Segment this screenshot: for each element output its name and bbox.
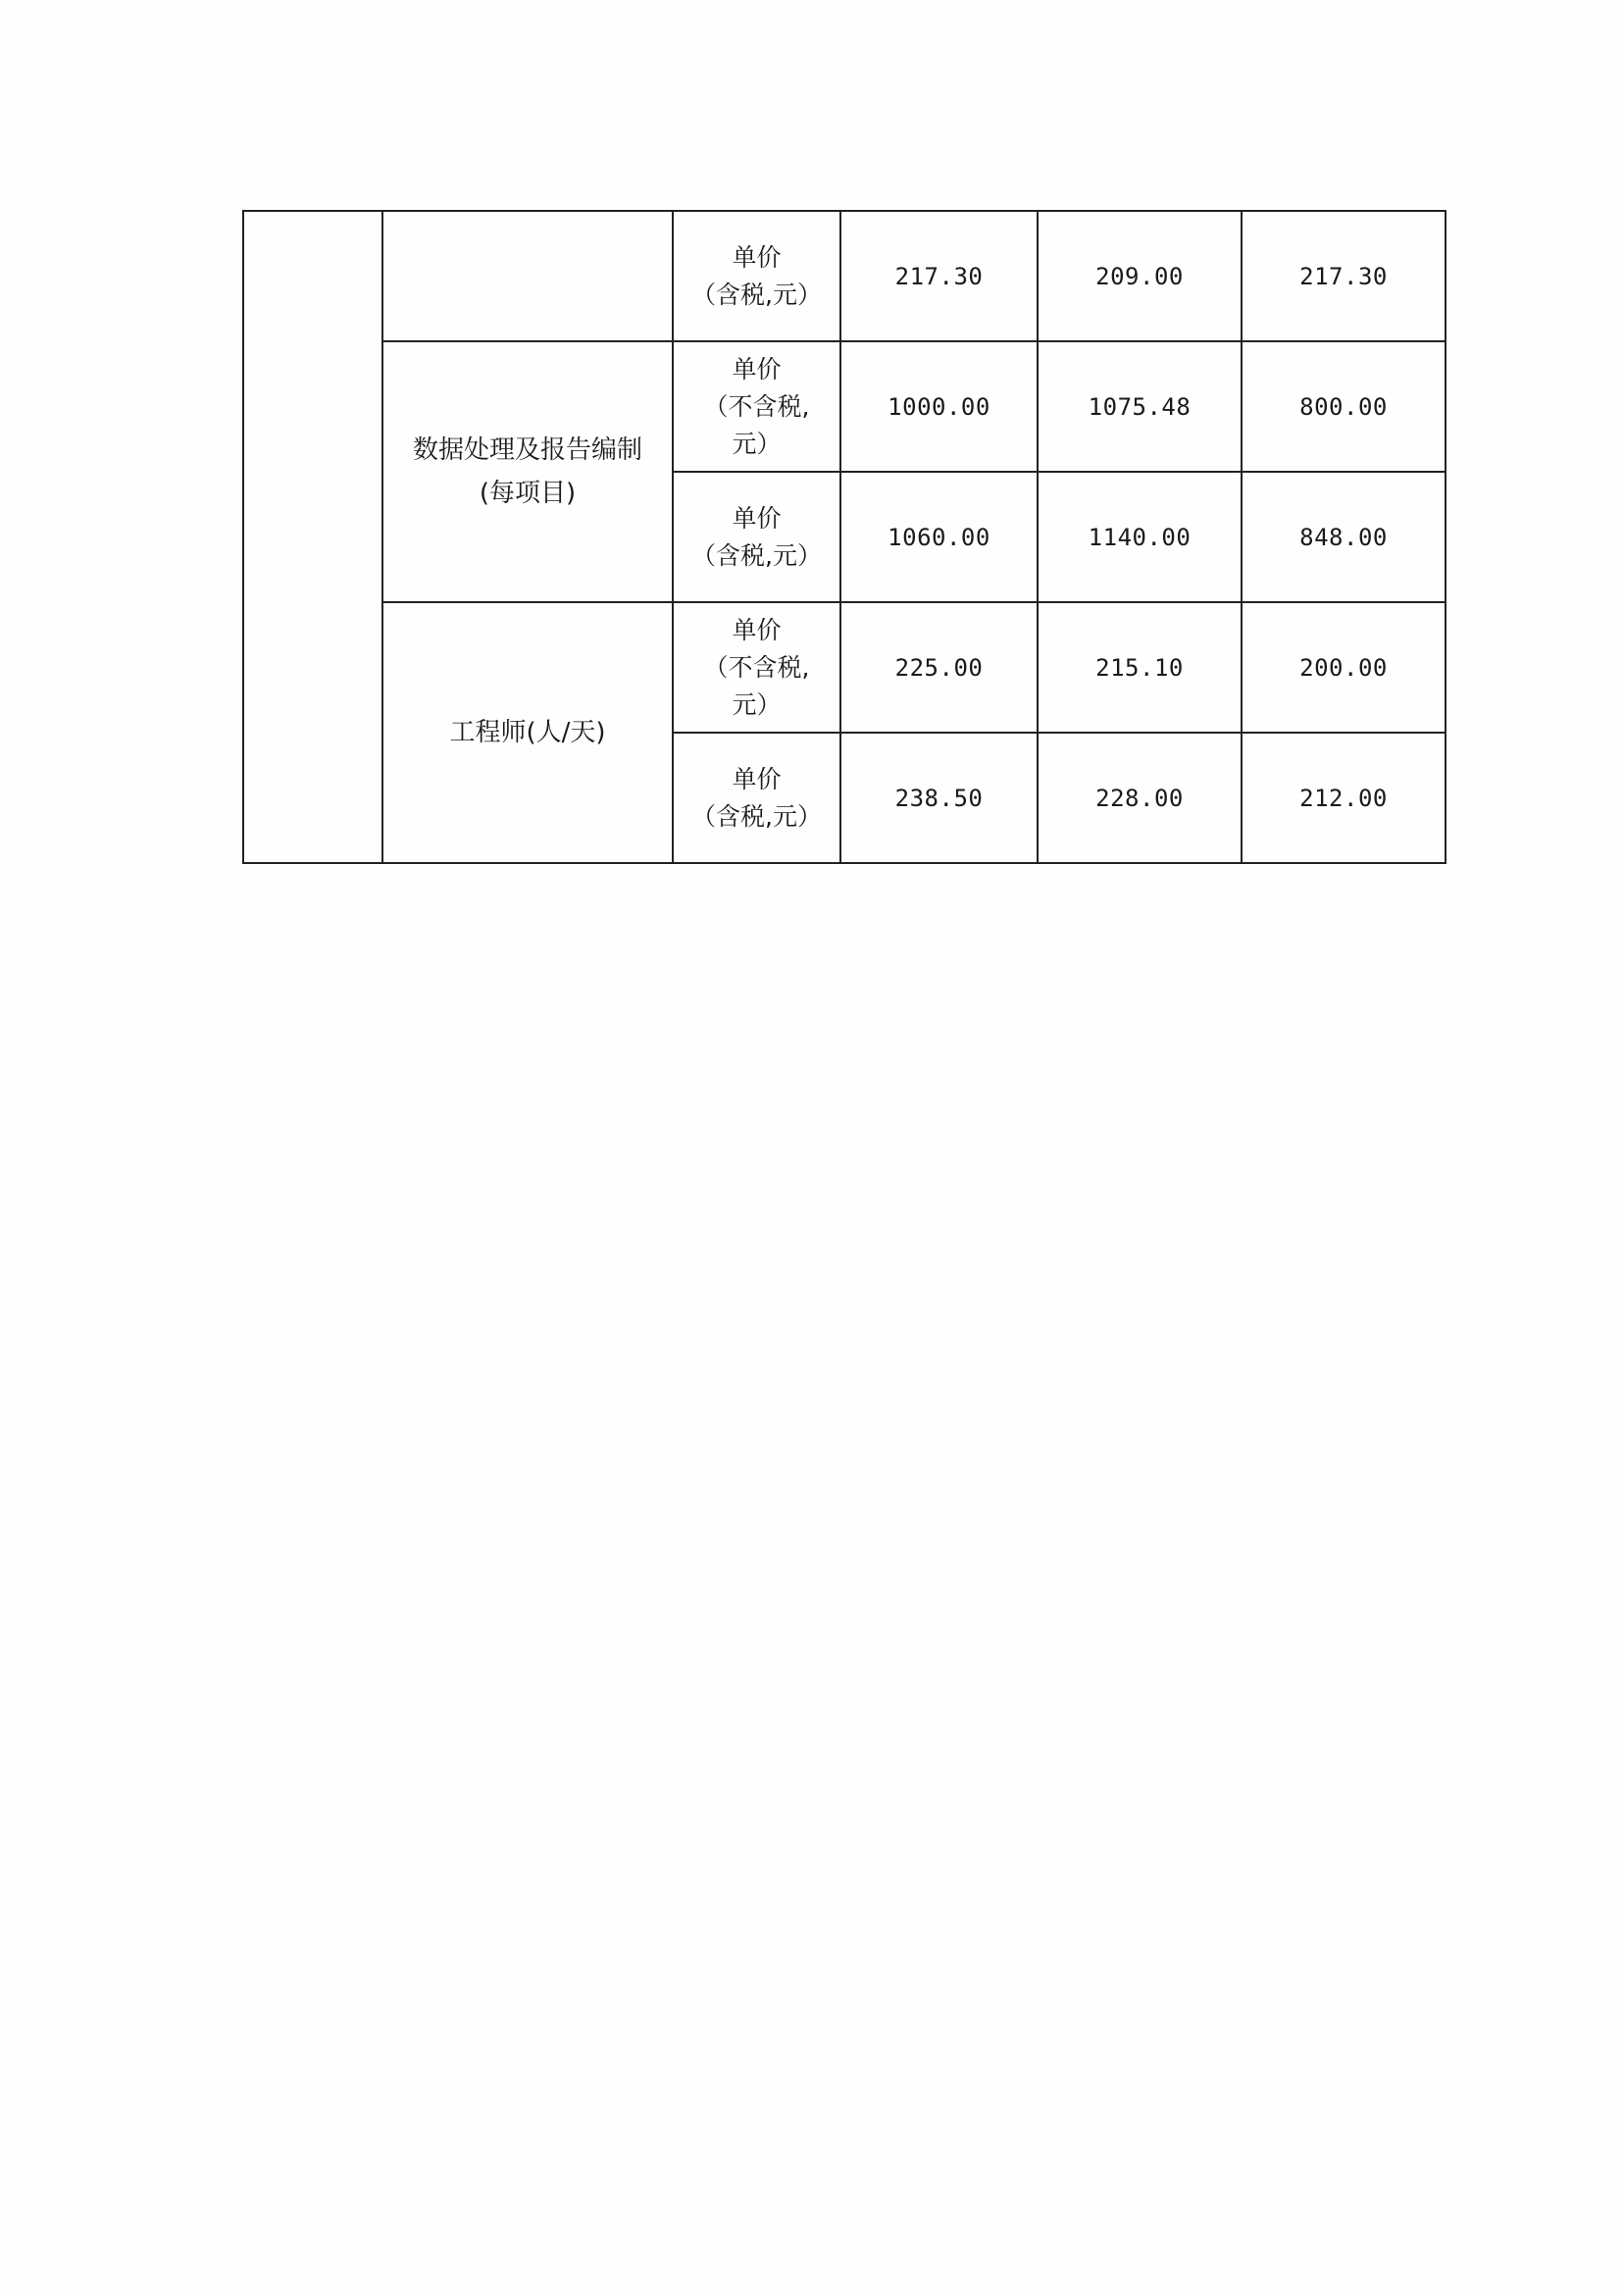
price-cell: 209.00	[1038, 211, 1242, 341]
table-row	[243, 602, 1446, 733]
price-cell: 225.00	[840, 602, 1038, 733]
item-cell: 数据处理及报告编制 (每项目)	[382, 341, 673, 602]
price-cell: 800.00	[1242, 341, 1446, 472]
category-cell	[243, 211, 382, 863]
price-table	[242, 210, 1446, 864]
price-cell: 228.00	[1038, 733, 1242, 863]
price-cell: 215.10	[1038, 602, 1242, 733]
unit-cell: 单价 （不含税, 元）	[673, 341, 840, 472]
price-cell: 217.30	[1242, 211, 1446, 341]
unit-cell: 单价 （含税,元）	[673, 211, 840, 341]
price-cell: 1075.48	[1038, 341, 1242, 472]
price-cell: 217.30	[840, 211, 1038, 341]
item-cell: 工程师(人/天)	[382, 602, 673, 863]
price-cell: 1140.00	[1038, 472, 1242, 602]
table-row	[243, 211, 1446, 341]
unit-cell: 单价 （含税,元）	[673, 733, 840, 863]
table-row	[243, 341, 1446, 472]
unit-cell: 单价 （含税,元）	[673, 472, 840, 602]
price-cell: 1000.00	[840, 341, 1038, 472]
price-cell: 212.00	[1242, 733, 1446, 863]
unit-cell: 单价 （不含税, 元）	[673, 602, 840, 733]
price-cell: 200.00	[1242, 602, 1446, 733]
price-cell: 1060.00	[840, 472, 1038, 602]
price-cell: 238.50	[840, 733, 1038, 863]
price-cell: 848.00	[1242, 472, 1446, 602]
item-cell	[382, 211, 673, 341]
